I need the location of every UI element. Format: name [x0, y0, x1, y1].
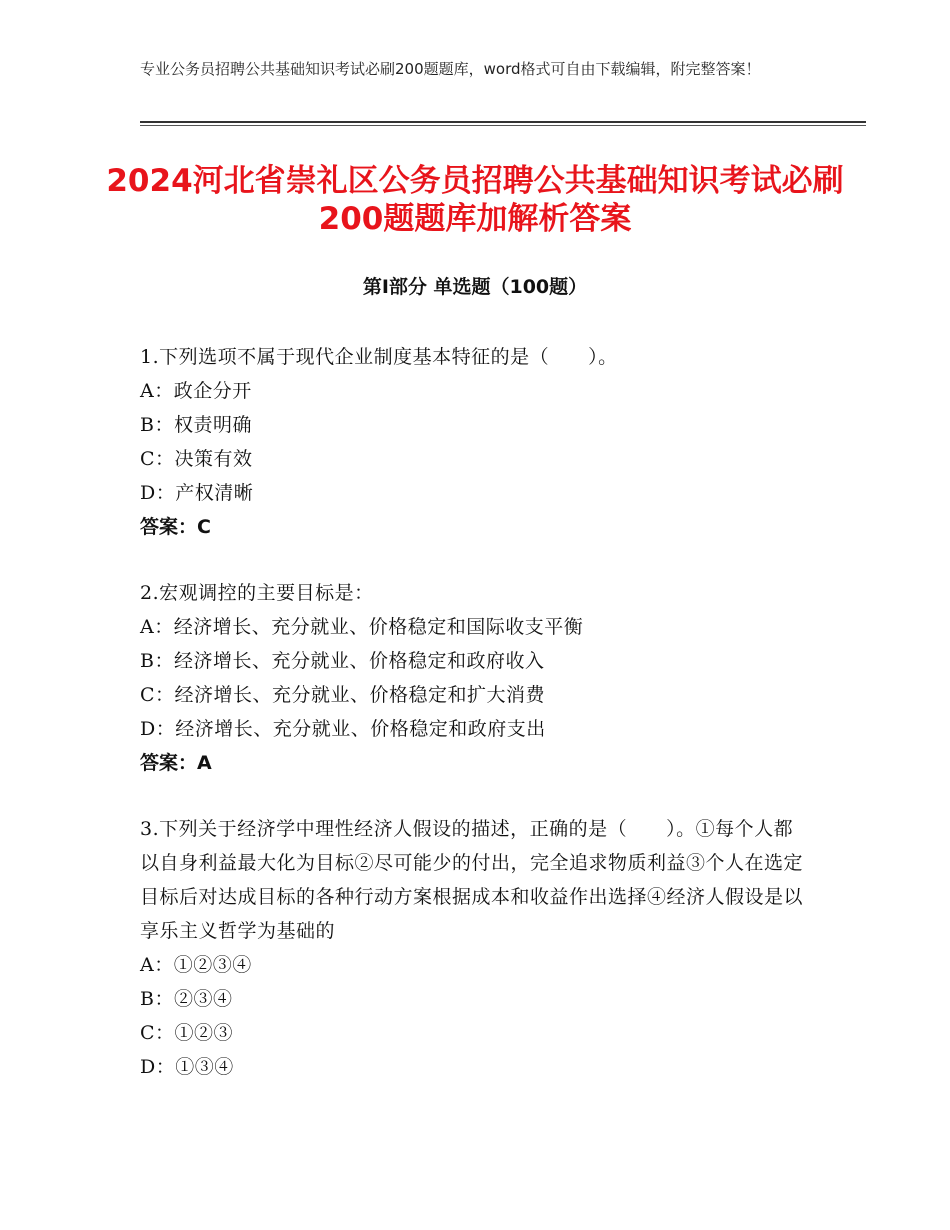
answer: 答案：A	[140, 752, 212, 774]
option-a: A：经济增长、充分就业、价格稳定和国际收支平衡	[140, 616, 584, 638]
option-c: C：决策有效	[140, 448, 253, 470]
header-note: 专业公务员招聘公共基础知识考试必刷200题题库，word格式可自由下载编辑，附完整答案！	[140, 60, 761, 78]
section-title: 第Ⅰ部分 单选题（100题）	[362, 276, 588, 298]
question-3	[140, 812, 810, 1084]
question-list	[140, 340, 810, 1116]
option-c: C：经济增长、充分就业、价格稳定和扩大消费	[140, 684, 546, 706]
option-b: B：经济增长、充分就业、价格稳定和政府收入	[140, 650, 545, 672]
option-b: B：②③④	[140, 988, 233, 1010]
question-stem: 2.宏观调控的主要目标是：	[140, 582, 374, 604]
option-d: D：①③④	[140, 1056, 234, 1078]
question-stem: 3.下列关于经济学中理性经济人假设的描述，正确的是（ ）。①每个人都以自身利益最大化为目标②尽可能少的付出，完全追求物质利益③个人在选定目标后对达成目标的各种行动方案根据成本和收益作出选择④经济人假设是以享乐主义哲学为基础的	[140, 818, 804, 942]
option-d: D：经济增长、充分就业、价格稳定和政府支出	[140, 718, 546, 740]
header-rule	[140, 121, 866, 123]
answer: 答案：C	[140, 516, 211, 538]
option-b: B：权责明确	[140, 414, 252, 436]
document-title: 2024河北省崇礼区公务员招聘公共基础知识考试必刷200题题库加解析答案	[106, 163, 844, 237]
option-a: A：政企分开	[140, 380, 252, 402]
question-2	[140, 576, 810, 780]
question-stem: 1.下列选项不属于现代企业制度基本特征的是（ ）。	[140, 346, 618, 368]
question-1	[140, 340, 810, 544]
header-rule-thin	[140, 125, 866, 126]
option-c: C：①②③	[140, 1022, 234, 1044]
option-a: A：①②③④	[140, 954, 252, 976]
option-d: D：产权清晰	[140, 482, 254, 504]
